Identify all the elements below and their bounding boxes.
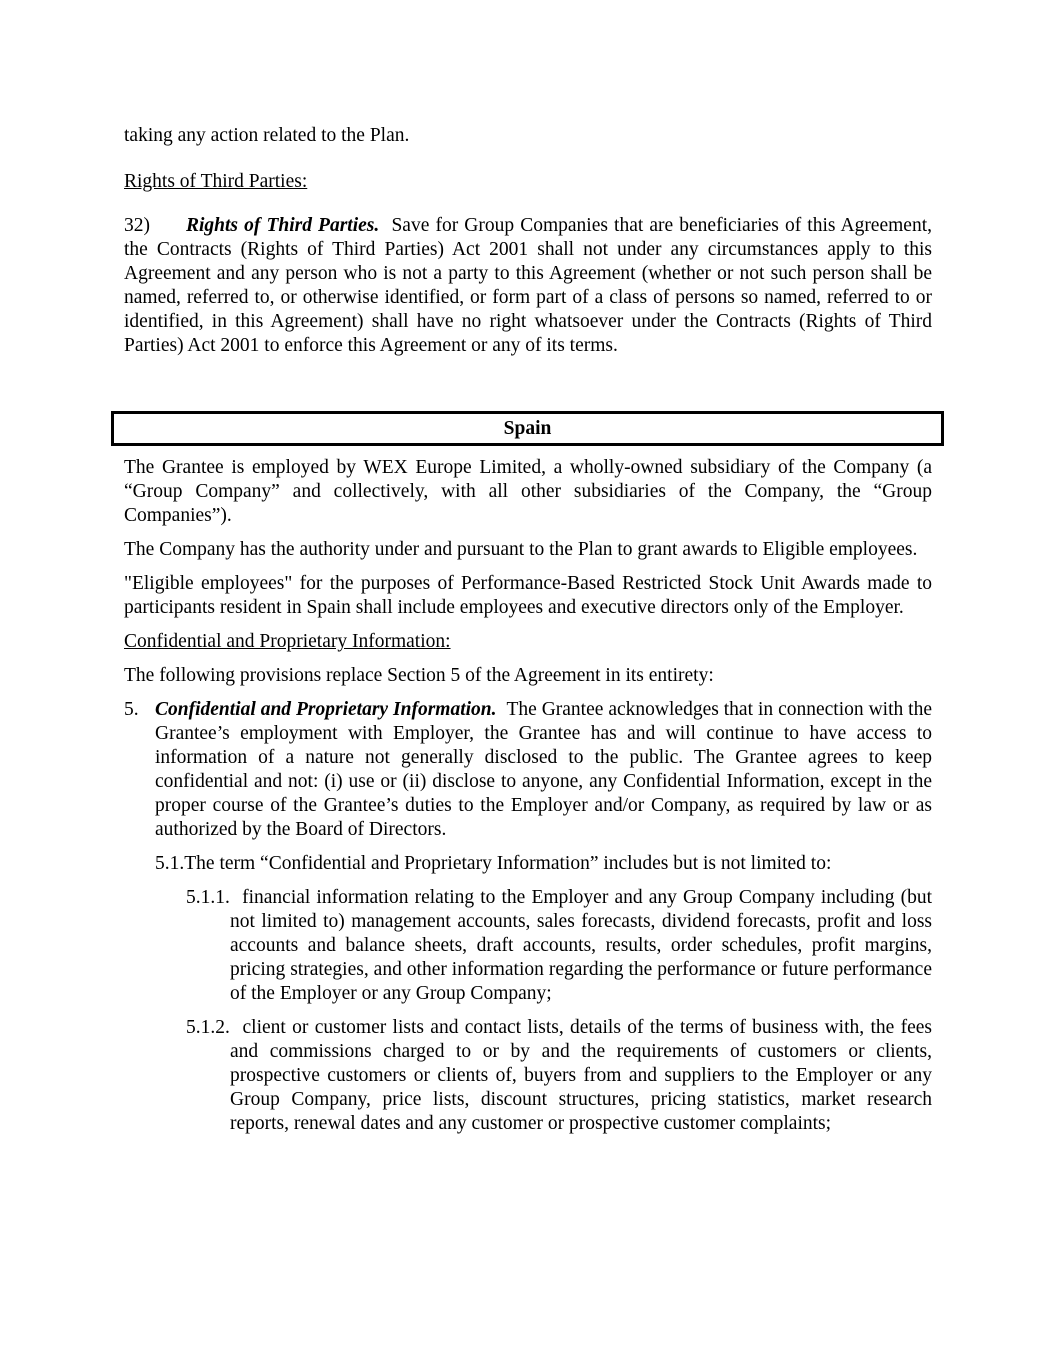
rights-third-parties-heading: Rights of Third Parties: <box>124 171 308 192</box>
document-page-spain <box>124 456 932 1146</box>
section-5-1-2 <box>186 1016 932 1136</box>
section-32-title: Rights of Third Parties. <box>186 215 380 236</box>
section-5-1-2-number: 5.1.2. <box>186 1017 230 1038</box>
section-32-number: 32) <box>124 215 150 236</box>
spain-para-1: The Grantee is employed by WEX Europe Limited, a wholly-owned subsidiary of the Company (a “Group Company” and collectively, with all other subsidiaries of the Company, the “Group Companies”). <box>124 457 932 526</box>
spain-box-title: Spain <box>111 411 944 446</box>
section-5-title: Confidential and Proprietary Information. <box>155 699 497 720</box>
section-5-body: The Grantee acknowledges that in connection with the Grantee’s employment with Employer, the Grantee has and will continue to have access to information of a nature not generally disclosed to the public. The Grantee agrees to keep confidential and not: (i) use or (ii) disclose to anyone, any Confidential Information, except in the proper course of the Grantee’s duties to the Employer and/or Company, as required by law or as authorized by the Board of Directors. <box>155 699 933 840</box>
section-5-number: 5. <box>124 699 139 720</box>
section-5-1-1-body: financial information relating to the Employer and any Group Company including (but not limited to) management accounts, sales forecasts, dividend forecasts, profit and loss accounts and balance sheets, draft accounts, results, order schedules, profit margins, pricing strategies, and other information regarding the performance or future performance of the Employer or any Group Company; <box>230 887 932 1004</box>
intro-line: taking any action related to the Plan. <box>124 125 410 146</box>
spain-para-2: The Company has the authority under and pursuant to the Plan to grant awards to Eligible employees. <box>124 539 918 560</box>
section-5 <box>124 698 932 842</box>
section-5-1-1 <box>186 886 932 1006</box>
replace-text: The following provisions replace Section 5 of the Agreement in its entirety: <box>124 665 714 686</box>
section-32-body: Save for Group Companies that are beneficiaries of this Agreement, the Contracts (Rights of Third Parties) Act 2001 shall not under any circumstances apply to this Agreement and any person who is not a party to this Agreement (whether or not such person shall be named, referred to, or otherwise identified, or form part of a class of persons so named, referred to or identified, in this Agreement) shall have no right whatsoever under the Contracts (Rights of Third Parties) Act 2001 to enforce this Agreement or any of its terms. <box>124 215 932 356</box>
section-5-1-2-body: client or customer lists and contact lists, details of the terms of business with, the fees and commissions charged to or by and the requirements of customers or clients, prospective customers or clients of, buyers from and suppliers to the Employer or any Group Company, price lists, discount structures, pricing statistics, market research reports, renewal dates and any customer or prospective customer complaints; <box>230 1017 933 1134</box>
confidential-heading: Confidential and Proprietary Information: <box>124 631 451 652</box>
section-5-1-1-number: 5.1.1. <box>186 887 230 908</box>
section-5-1: 5.1.The term “Confidential and Proprietary Information” includes but is not limited to: <box>155 853 832 874</box>
section-32 <box>124 214 932 358</box>
spain-para-3: "Eligible employees" for the purposes of Performance-Based Restricted Stock Unit Awards made to participants resident in Spain shall include employees and executive directors only of the Employer. <box>124 573 932 618</box>
document-page-top <box>124 124 932 358</box>
